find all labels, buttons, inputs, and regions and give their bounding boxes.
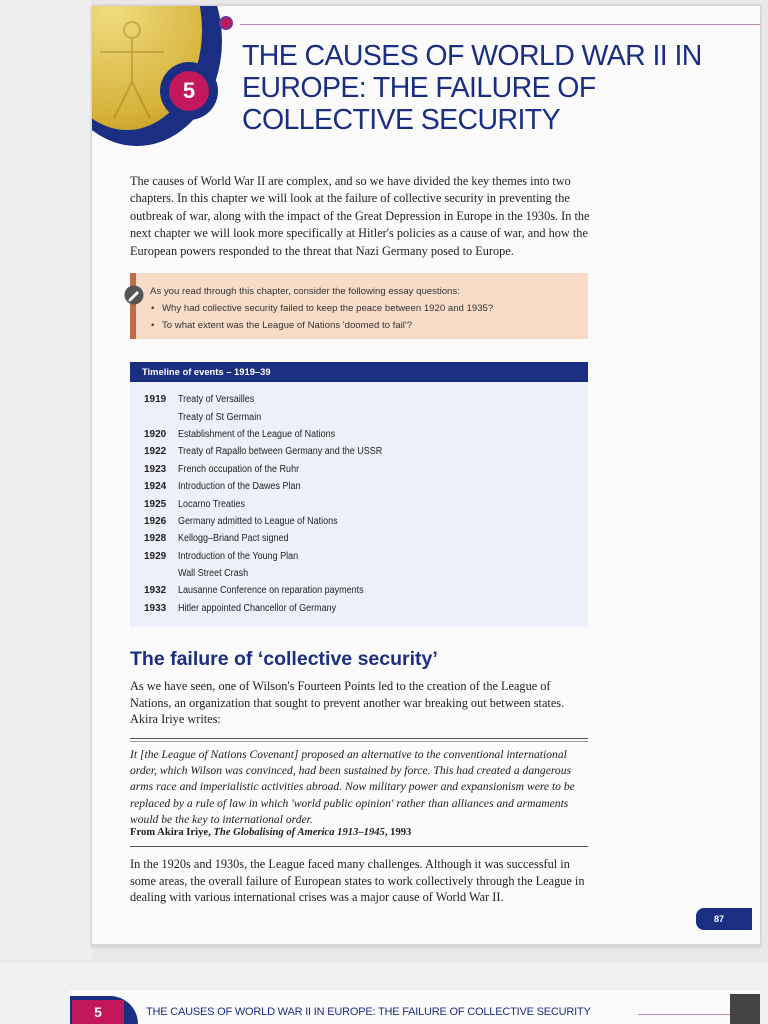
- book-page: [92, 6, 760, 946]
- timeline-box: [130, 362, 588, 627]
- timeline-year: 1933: [144, 602, 167, 614]
- timeline-event: French occupation of the Ruhr: [178, 463, 300, 475]
- quote-rule-top: [130, 738, 588, 739]
- timeline-event: Treaty of Versailles: [178, 394, 255, 406]
- chapter-title: THE CAUSES OF WORLD WAR II IN EUROPE: THE FAILURE OF COLLECTIVE SECURITY: [242, 40, 702, 136]
- timeline-event: Locarno Treaties: [178, 498, 246, 510]
- timeline-event: Kellogg–Briand Pact signed: [178, 533, 289, 545]
- timeline-heading: Timeline of events – 1919–39: [130, 362, 588, 382]
- essay-lead: As you read through this chapter, consider the following essay questions:: [150, 286, 460, 297]
- header-dot: [219, 16, 233, 30]
- next-page-chapter-number: 5: [72, 1000, 124, 1024]
- vitruvian-figure-image: [92, 12, 172, 122]
- essay-box-accent-bar: [130, 273, 136, 339]
- page-edge: [92, 944, 760, 948]
- timeline-row: [144, 478, 574, 495]
- pencil-icon: [124, 285, 144, 305]
- timeline-row: [144, 548, 574, 565]
- essay-questions-box: [130, 273, 588, 339]
- section-paragraph: As we have seen, one of Wilson's Fourteen Points led to the creation of the League of Nations, an organization that sought to prevent another war breaking out between states. Akira Iriye writes:: [130, 679, 565, 727]
- source-title: The Globalising of America 1913–1945: [213, 827, 385, 838]
- timeline-row: [144, 461, 574, 478]
- chapter-number-badge: [160, 62, 218, 120]
- intro-paragraph: The causes of World War II are complex, and so we have divided the key themes into two chapters. In this chapter we will look at the failure of collective security in preventing the outbreak of war, along with the impact of the Great Depression in Europe in the 1930s. In the next chapter we will look more specifically at Hitler's policies as a cause of war, and how the European powers responded to the threat that Nazi Germany posed to Europe.: [130, 174, 590, 258]
- timeline-row: [144, 443, 574, 460]
- next-page-rule: [638, 1014, 730, 1015]
- timeline-year: 1924: [144, 481, 167, 493]
- essay-questions: [150, 283, 580, 334]
- timeline-row: [144, 530, 574, 547]
- essay-question-list: [150, 300, 580, 334]
- essay-question: • To what extent was the League of Nations 'doomed to fail'?: [162, 317, 580, 334]
- timeline-year: 1932: [144, 585, 167, 597]
- timeline-year: 1926: [144, 515, 167, 527]
- timeline-event: Lausanne Conference on reparation payments: [178, 585, 364, 597]
- timeline-row: [144, 495, 574, 512]
- timeline-event: Germany admitted to League of Nations: [178, 515, 338, 527]
- timeline-event: Treaty of St Germain: [178, 411, 262, 423]
- timeline-list: [144, 391, 574, 617]
- timeline-year: 1922: [144, 446, 167, 458]
- quotation: It [the League of Nations Covenant] proposed an alternative to the conventional international order, which Wilson was convinced, had been sustained by force. This had created a dangerous arms race and imperialistic activities abroad. Now military power and expansionism were to be replaced by a rule of law in which 'world public opinion' rather than alliances and armaments would be the key to international order.: [130, 748, 575, 826]
- timeline-year: 1929: [144, 550, 167, 562]
- source-prefix: From Akira Iriye,: [130, 827, 214, 838]
- header-rule: [240, 24, 760, 25]
- timeline-row: [144, 408, 574, 425]
- timeline-event: Introduction of the Young Plan: [178, 550, 299, 562]
- timeline-year: 1923: [144, 463, 167, 475]
- next-page-running-title: THE CAUSES OF WORLD WAR II IN EUROPE: THE FAILURE OF COLLECTIVE SECURITY: [146, 1006, 591, 1018]
- timeline-event: Wall Street Crash: [178, 568, 249, 580]
- quotation-source: [130, 827, 590, 838]
- essay-question: • Why had collective security failed to keep the peace between 1920 and 1935?: [162, 300, 580, 317]
- timeline-row: [144, 565, 574, 582]
- timeline-event: Establishment of the League of Nations: [178, 428, 336, 440]
- timeline-event: Treaty of Rapallo between Germany and the USSR: [178, 446, 383, 458]
- timeline-row: [144, 513, 574, 530]
- timeline-row: [144, 582, 574, 599]
- timeline-event: Introduction of the Dawes Plan: [178, 481, 301, 493]
- source-year: , 1993: [384, 827, 412, 838]
- section-heading: The failure of ‘collective security’: [130, 648, 438, 670]
- timeline-year: 1925: [144, 498, 167, 510]
- scan-background: [0, 0, 92, 960]
- quote-rule-top-thin: [130, 741, 588, 742]
- page-number: 87: [696, 908, 752, 930]
- timeline-row: [144, 391, 574, 408]
- timeline-row: [144, 426, 574, 443]
- quote-rule-bottom: [130, 846, 588, 847]
- timeline-row: [144, 600, 574, 617]
- timeline-event: Hitler appointed Chancellor of Germany: [178, 602, 337, 614]
- timeline-year: 1919: [144, 394, 167, 406]
- chapter-number: 5: [169, 71, 209, 111]
- scan-shadow: [730, 994, 760, 1024]
- timeline-year: 1920: [144, 428, 167, 440]
- closing-paragraph: In the 1920s and 1930s, the League faced many challenges. Although it was successful in some areas, the overall failure of European states to work collectively through the League in dealing with various international crises was a major cause of World War II.: [130, 857, 585, 905]
- timeline-year: 1928: [144, 533, 167, 545]
